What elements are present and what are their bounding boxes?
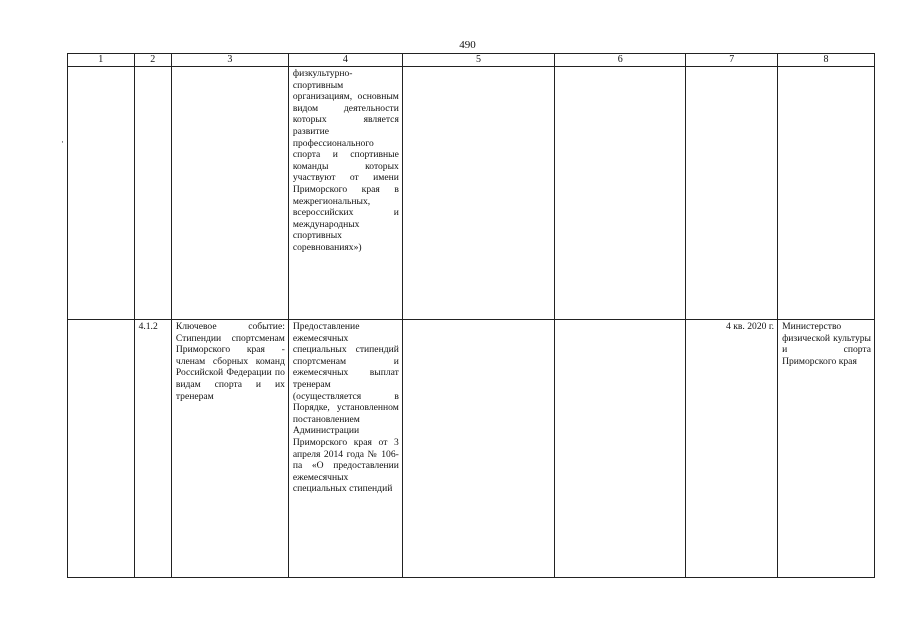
cell-row1-col2 [134, 67, 171, 320]
page-number: 490 [459, 39, 476, 51]
column-header-4: 4 [288, 54, 402, 67]
document-table [67, 53, 875, 578]
cell-row1-col7 [686, 67, 778, 320]
cell-row1-col8 [778, 67, 875, 320]
column-header-7: 7 [686, 54, 778, 67]
event-description: Предоставление ежемесячных специальных стипендий спортсменам и ежемесячных выплат тренерам (осуществляется в Порядке, установленном постановлением Администрации Приморского края от 3 апреля 2014 года № 106-па «О предоставлении ежемесячных специальных стипендий [288, 320, 402, 578]
cell-row2-col1 [68, 320, 135, 578]
table-row [68, 67, 875, 320]
cell-row1-col5 [402, 67, 554, 320]
event-number: 4.1.2 [134, 320, 171, 578]
cell-row2-col5 [402, 320, 554, 578]
cell-row2-col6 [555, 320, 686, 578]
event-deadline: 4 кв. 2020 г. [686, 320, 778, 578]
column-header-5: 5 [402, 54, 554, 67]
cell-row1-col1 [68, 67, 135, 320]
cell-row1-col3 [171, 67, 288, 320]
cell-row1-col6 [555, 67, 686, 320]
column-header-3: 3 [171, 54, 288, 67]
responsible-body: Министерство физической культуры и спорта Приморского края [778, 320, 875, 578]
column-header-2: 2 [134, 54, 171, 67]
column-header-8: 8 [778, 54, 875, 67]
table-row [68, 320, 875, 578]
stray-mark: · [61, 137, 64, 147]
event-title: Ключевое событие: Стипендии спортсменам Приморского края - членам сборных команд Российской Федерации по видам спорта и их тренерам [171, 320, 288, 578]
column-header-6: 6 [555, 54, 686, 67]
cell-row1-col4: физкультурно-спортивным организациям, основным видом деятельности которых является развитие профессионального спорта и спортивные команды которых участвуют от имени Приморского края в межрегиональных, всероссийских и международных спортивных соревнованиях») [288, 67, 402, 320]
header-row [68, 54, 875, 67]
column-header-1: 1 [68, 54, 135, 67]
